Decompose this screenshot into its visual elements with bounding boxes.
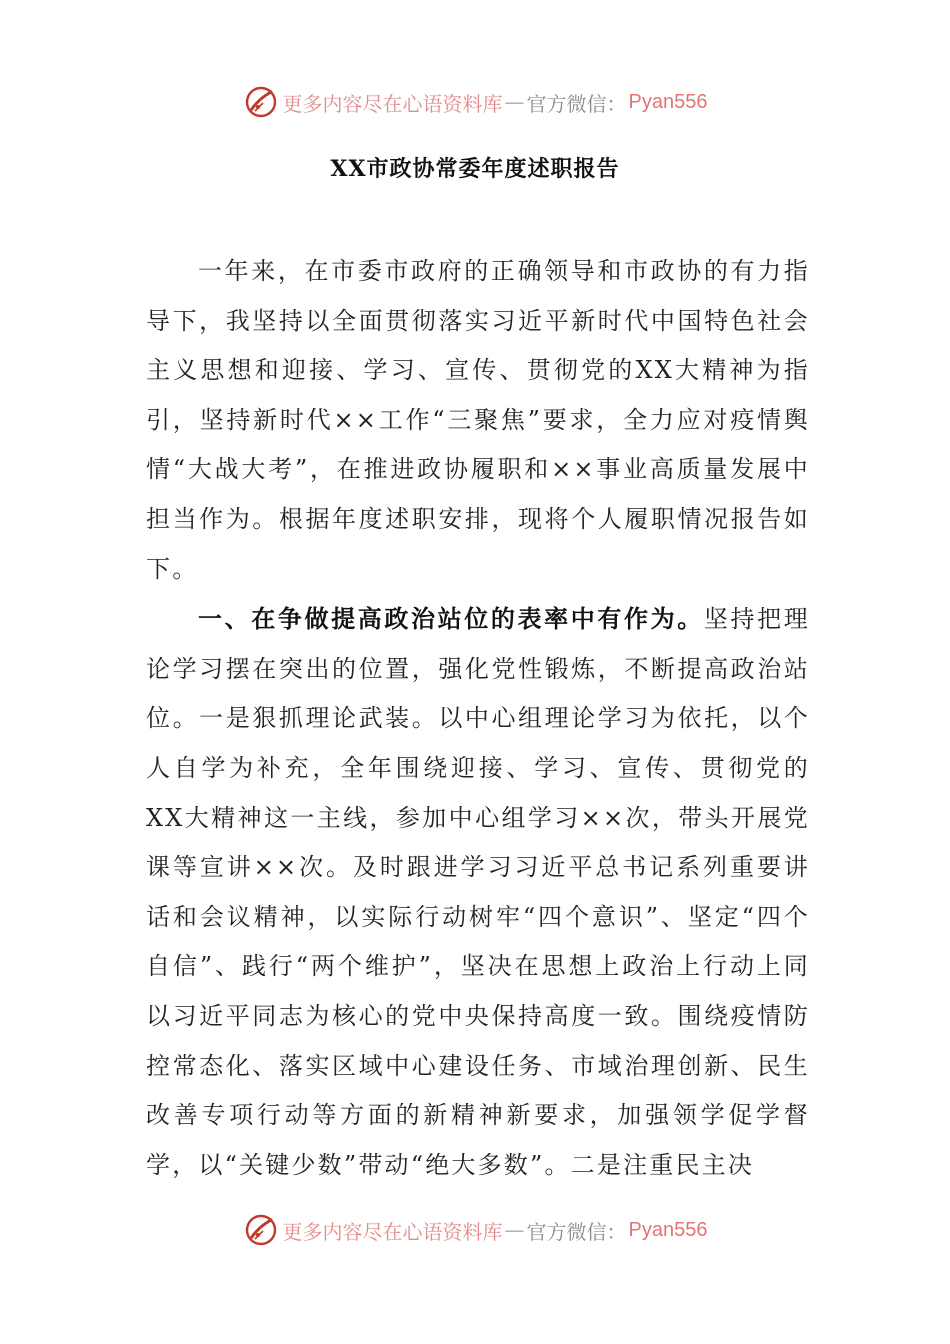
- watermark-wechat-label: 官方微信：: [526, 91, 627, 116]
- document-title: XX市政协常委年度述职报告: [330, 156, 620, 182]
- paragraph-text: 坚持把理论学习摆在突出的位置，强化党性锻炼，不断提高政治站位。一是狠抓理论武装。以中心组理论学习为依托，以个人自学为补充，全年围绕迎接、学习、宣传、贯彻党的XX大精神这一主线，参加中心组学习××次，带头开展党课等宣讲××次。及时跟进学习习近平总书记系列重要讲话和会议精神，以实际行动树牢“四个意识”、坚定“四个自信”、践行“两个维护”，坚决在思想上政治上行动上同以习近平同志为核心的党中央保持高度一致。围绕疫情防控常态化、落实区域中心建设任务、市域治理创新、民生改善专项行动等方面的新精神新要求，加强领学促学督学，以“关键少数”带动“绝大多数”。二是注重民主决: [146, 605, 810, 1179]
- document-body: [146, 246, 810, 1190]
- watermark-separator: —: [504, 1218, 525, 1242]
- header-watermark: [0, 82, 950, 122]
- pen-circle-logo-icon: [243, 1212, 279, 1248]
- paragraph-text: 一年来，在市委市政府的正确领导和市政协的有力指导下，我坚持以全面贯彻落实习近平新时代中国特色社会主义思想和迎接、学习、宣传、贯彻党的XX大精神为指引，坚持新时代××工作“三聚焦”要求，全力应对疫情舆情“大战大考”，在推进政协履职和××事业高质量发展中担当作为。根据年度述职安排，现将个人履职情况报告如下。: [146, 257, 810, 583]
- watermark-slogan: 更多内容尽在心语资料库: [282, 1219, 503, 1244]
- watermark-wechat-label: 官方微信：: [526, 1219, 627, 1244]
- watermark-wechat-id: Pyan556: [628, 1218, 708, 1241]
- paragraph-section-1: [146, 594, 810, 1190]
- paragraph-intro: [146, 246, 810, 594]
- footer-watermark: [0, 1210, 950, 1250]
- watermark-wechat-id: Pyan556: [628, 90, 708, 113]
- pen-circle-logo-icon: [243, 84, 279, 120]
- watermark-slogan: 更多内容尽在心语资料库: [282, 91, 503, 116]
- watermark-separator: —: [504, 90, 525, 114]
- section-heading: 一、在争做提高政治站位的表率中有作为。: [198, 604, 704, 634]
